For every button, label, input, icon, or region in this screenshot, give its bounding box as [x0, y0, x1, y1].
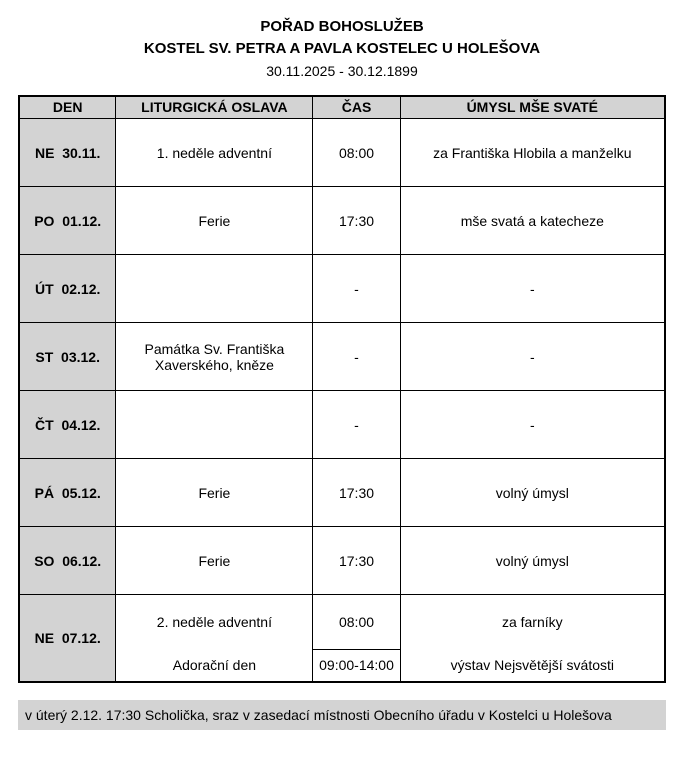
time-cell: 17:30 [313, 459, 400, 527]
day-cell: PO 01.12. [19, 187, 116, 255]
celebration-cell [116, 391, 313, 459]
header-row [19, 96, 665, 119]
table-row [19, 595, 665, 650]
celebration-cell: Památka Sv. Františka Xaverského, kněze [116, 323, 313, 391]
column-header-umysl: ÚMYSL MŠE SVATÉ [400, 96, 665, 119]
time-cell: 17:30 [313, 527, 400, 595]
table-row [19, 391, 665, 459]
celebration-cell: Ferie [116, 459, 313, 527]
schedule-table [18, 95, 666, 683]
celebration-cell: 1. neděle adventní [116, 119, 313, 187]
intention-cell: mše svatá a katecheze [400, 187, 665, 255]
day-cell: ÚT 02.12. [19, 255, 116, 323]
intention-cell: - [400, 391, 665, 459]
intention-cell: výstav Nejsvětější svátosti [400, 650, 665, 682]
column-header-den: DEN [19, 96, 116, 119]
time-cell: - [313, 255, 400, 323]
table-subrow [19, 650, 665, 682]
time-cell: 09:00-14:00 [313, 650, 400, 682]
document-title: POŘAD BOHOSLUŽEB [260, 18, 424, 35]
intention-cell: volný úmysl [400, 527, 665, 595]
time-cell: 17:30 [313, 187, 400, 255]
celebration-cell: 2. neděle adventní [116, 595, 313, 650]
time-cell: 08:00 [313, 595, 400, 650]
celebration-cell: Ferie [116, 187, 313, 255]
footer-note: v úterý 2.12. 17:30 Scholička, sraz v zasedací místnosti Obecního úřadu v Kostelci u Holešova [18, 700, 666, 730]
intention-cell: - [400, 323, 665, 391]
day-cell: ČT 04.12. [19, 391, 116, 459]
column-header-cas: ČAS [313, 96, 400, 119]
day-cell: ST 03.12. [19, 323, 116, 391]
day-cell: SO 06.12. [19, 527, 116, 595]
time-cell: 08:00 [313, 119, 400, 187]
day-cell: NE 07.12. [19, 595, 116, 682]
time-cell: - [313, 391, 400, 459]
celebration-cell: Adorační den [116, 650, 313, 682]
table-row [19, 119, 665, 187]
day-cell: PÁ 05.12. [19, 459, 116, 527]
time-cell: - [313, 323, 400, 391]
title-block [18, 16, 666, 79]
celebration-cell: Ferie [116, 527, 313, 595]
table-row [19, 527, 665, 595]
column-header-liturgicka-oslava: LITURGICKÁ OSLAVA [116, 96, 313, 119]
table-row [19, 459, 665, 527]
date-range: 30.11.2025 - 30.12.1899 [266, 62, 418, 79]
table-row [19, 255, 665, 323]
intention-cell: volný úmysl [400, 459, 665, 527]
intention-cell: za Františka Hlobila a manželku [400, 119, 665, 187]
intention-cell: - [400, 255, 665, 323]
church-name: KOSTEL SV. PETRA A PAVLA KOSTELEC U HOLEŠOVA [143, 39, 541, 57]
celebration-cell [116, 255, 313, 323]
day-cell: NE 30.11. [19, 119, 116, 187]
intention-cell: za farníky [400, 595, 665, 650]
table-row [19, 323, 665, 391]
table-row [19, 187, 665, 255]
